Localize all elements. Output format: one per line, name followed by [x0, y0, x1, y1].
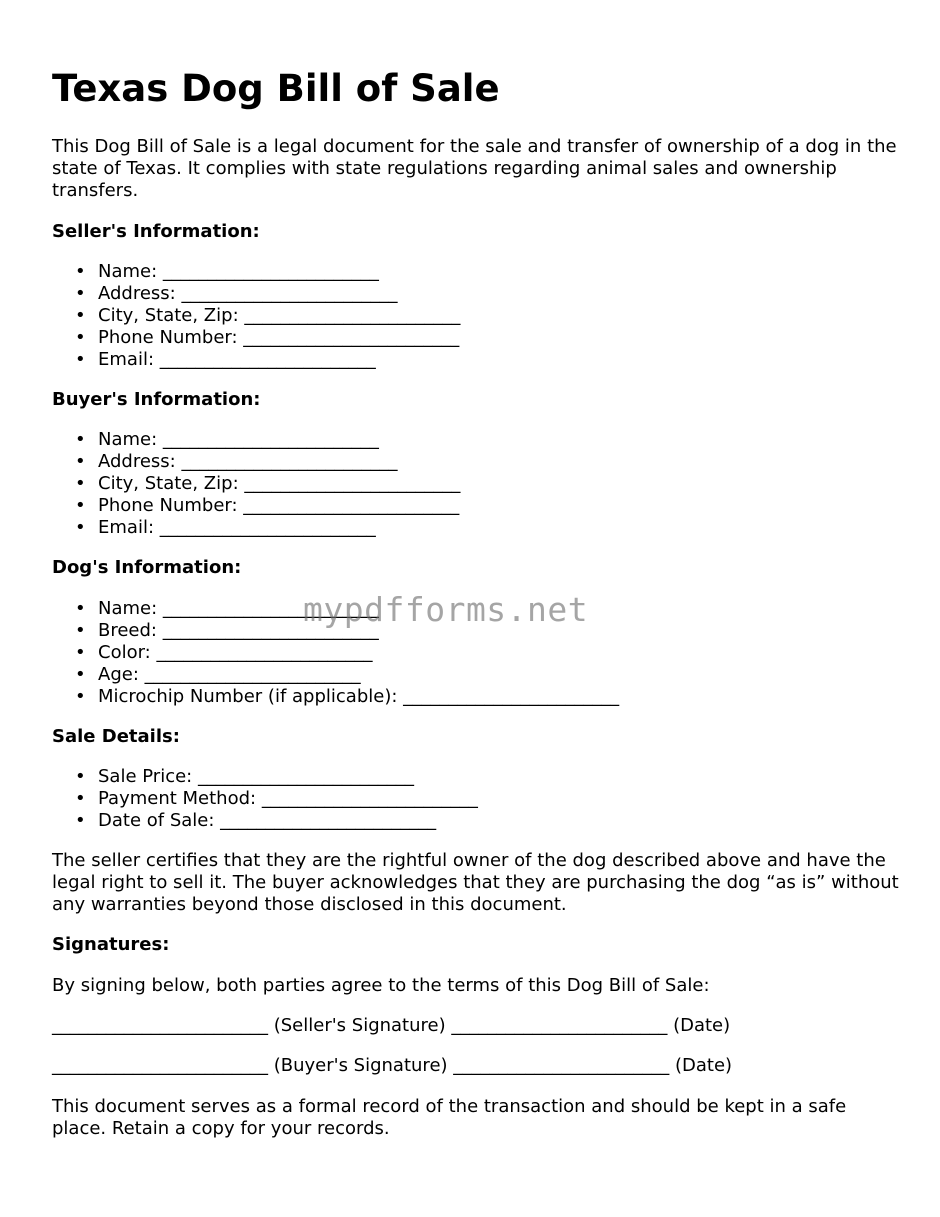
buyer-email-field[interactable]: • Email: ________________________ [75, 517, 376, 538]
seller-fields-list [52, 261, 460, 371]
watermark-text: mypdfforms.net [303, 590, 589, 629]
dog-heading: Dog's Information: [52, 557, 242, 578]
signatures-heading: Signatures: [52, 934, 170, 955]
buyer-name-field[interactable]: • Name: ________________________ [75, 429, 379, 450]
buyer-heading: Buyer's Information: [52, 389, 261, 410]
seller-phone-field[interactable]: • Phone Number: ________________________ [75, 327, 460, 348]
closing-paragraph: This document serves as a formal record of the transaction and should be kept in a safe place. Retain a copy for your records. [52, 1096, 847, 1139]
dog-fields-list [52, 598, 619, 708]
certification-paragraph: The seller certifies that they are the rightful owner of the dog described above and have the legal right to sell it. The buyer acknowledges that they are purchasing the dog “as is” without any warranties beyond those disclosed in this document. [52, 850, 899, 915]
dog-name-field[interactable]: • Name: ________________________ [75, 598, 379, 619]
sale-fields-list [52, 766, 478, 832]
agreement-text: By signing below, both parties agree to the terms of this Dog Bill of Sale: [52, 975, 710, 996]
seller-heading: Seller's Information: [52, 221, 260, 242]
seller-email-field[interactable]: • Email: ________________________ [75, 349, 376, 370]
buyer-phone-field[interactable]: • Phone Number: ________________________ [75, 495, 460, 516]
seller-name-field[interactable]: • Name: ________________________ [75, 261, 379, 282]
seller-city-state-zip-field[interactable]: • City, State, Zip: ________________________ [75, 305, 461, 326]
sale-price-field[interactable]: • Sale Price: ________________________ [75, 766, 414, 787]
date-of-sale-field[interactable]: • Date of Sale: ________________________ [75, 810, 437, 831]
seller-address-field[interactable]: • Address: ________________________ [75, 283, 398, 304]
dog-color-field[interactable]: • Color: ________________________ [75, 642, 373, 663]
sale-heading: Sale Details: [52, 726, 180, 747]
document-title: Texas Dog Bill of Sale [52, 67, 500, 110]
dog-microchip-field[interactable]: • Microchip Number (if applicable): ________________________ [75, 686, 620, 707]
payment-method-field[interactable]: • Payment Method: ________________________ [75, 788, 478, 809]
dog-age-field[interactable]: • Age: ________________________ [75, 664, 361, 685]
buyer-signature-line[interactable]: ________________________ (Buyer's Signature) ________________________ (Date) [52, 1055, 733, 1076]
buyer-city-state-zip-field[interactable]: • City, State, Zip: ________________________ [75, 473, 461, 494]
dog-breed-field[interactable]: • Breed: ________________________ [75, 620, 379, 641]
buyer-fields-list [52, 429, 460, 539]
seller-signature-line[interactable]: ________________________ (Seller's Signature) ________________________ (Date) [52, 1015, 731, 1036]
intro-paragraph: This Dog Bill of Sale is a legal document for the sale and transfer of ownership of a dog in the state of Texas. It complies with state regulations regarding animal sales and ownership transfers. [52, 136, 897, 201]
buyer-address-field[interactable]: • Address: ________________________ [75, 451, 398, 472]
